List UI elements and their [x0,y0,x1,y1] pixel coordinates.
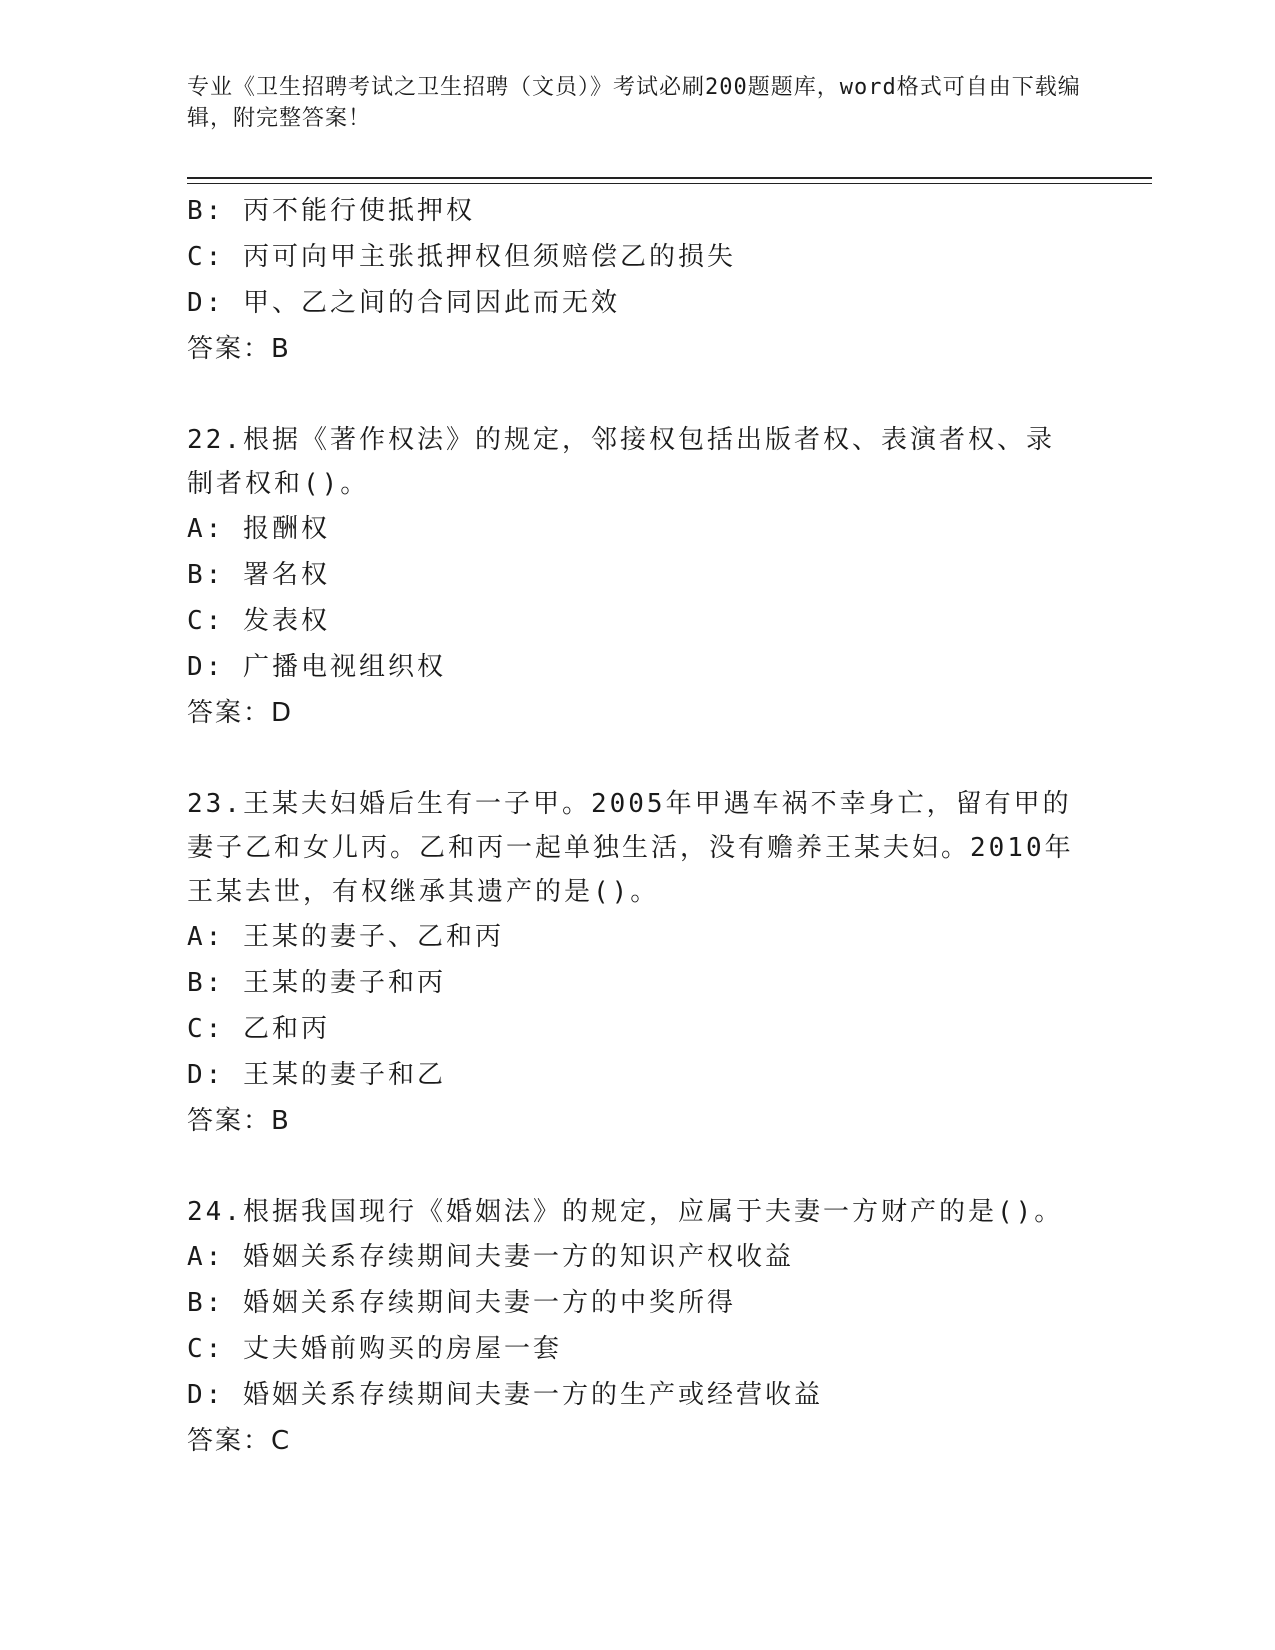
question-22 [187,418,1087,736]
option-letter: D: [187,652,225,682]
option-letter: A: [187,922,225,952]
question-text: 22.根据《著作权法》的规定，邻接权包括出版者权、表演者权、录制者权和()。 [187,425,1055,499]
answer-line: 答案：B [187,1106,291,1136]
spacer [187,372,1087,418]
option-text: 丙可向甲主张抵押权但须赔偿乙的损失 [242,242,736,272]
option-letter: B: [187,196,225,226]
option-text: 王某的妻子、乙和丙 [242,922,504,952]
option-letter: D: [187,288,225,318]
question-text: 24.根据我国现行《婚姻法》的规定，应属于夫妻一方财产的是()。 [187,1197,1064,1227]
option-text: 广播电视组织权 [242,652,446,682]
option-c [187,1326,1087,1372]
answer-line: 答案：D [187,698,294,728]
option-text: 发表权 [242,606,330,636]
option-text: 报酬权 [242,514,330,544]
option-text: 王某的妻子和丙 [242,968,446,998]
option-letter: C: [187,606,225,636]
answer-line: 答案：C [187,1426,292,1456]
option-b [187,1280,1087,1326]
option-d [187,1372,1087,1418]
option-letter: D: [187,1380,225,1410]
option-text: 丙不能行使抵押权 [242,196,475,226]
option-text: 甲、乙之间的合同因此而无效 [242,288,620,318]
header-rule-thick [187,177,1152,179]
option-letter: B: [187,1288,225,1318]
option-letter: C: [187,1014,225,1044]
answer-line: 答案：B [187,334,291,364]
option-a [187,1234,1087,1280]
spacer [187,1144,1087,1190]
option-text: 署名权 [242,560,330,590]
continued-question [187,188,1087,372]
option-letter: A: [187,514,225,544]
option-text: 婚姻关系存续期间夫妻一方的中奖所得 [242,1288,736,1318]
option-text: 王某的妻子和乙 [242,1060,446,1090]
option-d [187,280,1087,326]
header-rule-thin [187,183,1152,184]
option-text: 丈夫婚前购买的房屋一套 [242,1334,562,1364]
option-text: 婚姻关系存续期间夫妻一方的知识产权收益 [242,1242,794,1272]
question-23 [187,782,1087,1144]
option-c [187,598,1087,644]
option-b [187,552,1087,598]
option-letter: C: [187,1334,225,1364]
option-text: 婚姻关系存续期间夫妻一方的生产或经营收益 [242,1380,823,1410]
option-b [187,960,1087,1006]
option-d [187,644,1087,690]
question-text: 23.王某夫妇婚后生有一子甲。2005年甲遇车祸不幸身亡，留有甲的妻子乙和女儿丙。乙和丙一起单独生活，没有赡养王某夫妇。2010年王某去世，有权继承其遗产的是()。 [187,789,1074,907]
option-c [187,1006,1087,1052]
option-text: 乙和丙 [242,1014,330,1044]
spacer [187,736,1087,782]
option-letter: B: [187,968,225,998]
option-letter: A: [187,1242,225,1272]
document-header: 专业《卫生招聘考试之卫生招聘（文员）》考试必刷200题题库，word格式可自由下载编辑，附完整答案！ [187,75,1081,131]
option-d [187,1052,1087,1098]
option-b [187,188,1087,234]
option-letter: C: [187,242,225,272]
option-letter: D: [187,1060,225,1090]
option-a [187,914,1087,960]
option-c [187,234,1087,280]
question-24 [187,1190,1087,1464]
question-content [187,188,1087,1464]
option-letter: B: [187,560,225,590]
option-a [187,506,1087,552]
